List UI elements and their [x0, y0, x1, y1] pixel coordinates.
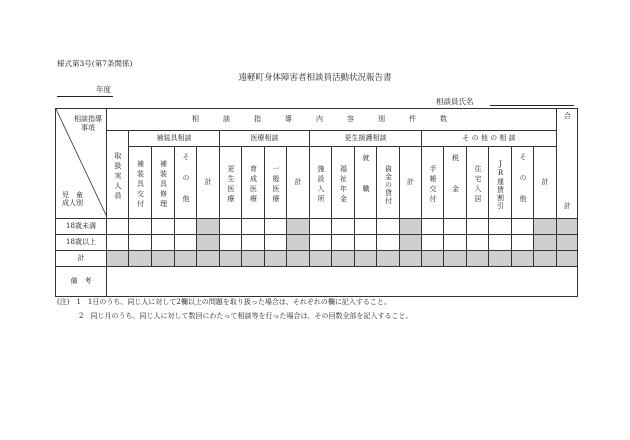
- main-header: 相談指導内容別件数: [107, 109, 557, 131]
- note-1: (注) 1 1日のうち、同じ人に対して2欄以上の問題を取り扱った場合は、それぞれの欄に記入すること。: [57, 298, 391, 306]
- officer-name-underline: [490, 105, 574, 106]
- col-iryo-ippan: 一般医療: [265, 147, 287, 219]
- remarks-label: 備 考: [56, 267, 107, 297]
- col-hosogu-other: その他: [175, 147, 197, 219]
- table-row: [56, 251, 578, 267]
- col-other-subtotal: 計: [534, 147, 557, 219]
- row-label-total: 計: [56, 251, 107, 267]
- officer-name-label: 相談員氏名: [436, 97, 474, 106]
- col-kosei-nenkin: 福祉年金: [332, 147, 355, 219]
- group-iryo: 医療相談: [220, 131, 310, 147]
- corner-top-label: 相談指導 事項: [74, 115, 102, 132]
- row-label-over18: 18歳以上: [56, 235, 107, 251]
- group-other: そ の 他 の 相 談: [422, 131, 557, 147]
- remarks-row: [56, 267, 578, 297]
- col-hosogu-subtotal: 計: [197, 147, 220, 219]
- col-kosei-shikin: 資金の貸付: [377, 147, 400, 219]
- col-hosogu-repair: 補装具修理: [152, 147, 175, 219]
- col-kosei-shushoku: 就職: [355, 147, 377, 219]
- col-kosei-shisetsu: 施設入所: [310, 147, 332, 219]
- table-row: [56, 219, 578, 235]
- form-number: 様式第3号(第7条関係): [57, 59, 133, 68]
- col-iryo-ikusei: 育成医療: [242, 147, 265, 219]
- col-other-jr: JR運賃割引: [489, 147, 512, 219]
- group-hosogu: 補装具相談: [129, 131, 220, 147]
- document-title: 遠軽町身体障害者相談員活動状況報告書: [238, 73, 392, 83]
- corner-header-cell: [56, 109, 107, 219]
- col-iryo-subtotal: 計: [287, 147, 310, 219]
- col-iryo-kosei: 更生医療: [220, 147, 242, 219]
- row-label-under18: 18歳未満: [56, 219, 107, 235]
- col-other-zeikin: 税金: [444, 147, 467, 219]
- note-2: 2 同じ月のうち、同じ人に対して数回にわたって相談等を行った場合は、その回数全部を記入すること。: [79, 312, 413, 320]
- col-hosogu-issue: 補装具交付: [129, 147, 152, 219]
- col-other-jutaku: 住宅入居: [467, 147, 489, 219]
- corner-bottom-label: 児 童 成人別: [62, 190, 83, 208]
- table-row: [56, 235, 578, 251]
- col-other-sonota: その他: [512, 147, 534, 219]
- report-table: [55, 108, 578, 297]
- remarks-cell: [107, 267, 578, 297]
- col-other-techo: 手帳交付: [422, 147, 444, 219]
- col-actual-persons: 取扱実人員: [107, 131, 129, 219]
- year-label: 年度: [96, 85, 111, 94]
- grand-total-header: 合 計: [557, 109, 578, 219]
- group-kosei: 更生援護相談: [310, 131, 422, 147]
- col-kosei-subtotal: 計: [400, 147, 422, 219]
